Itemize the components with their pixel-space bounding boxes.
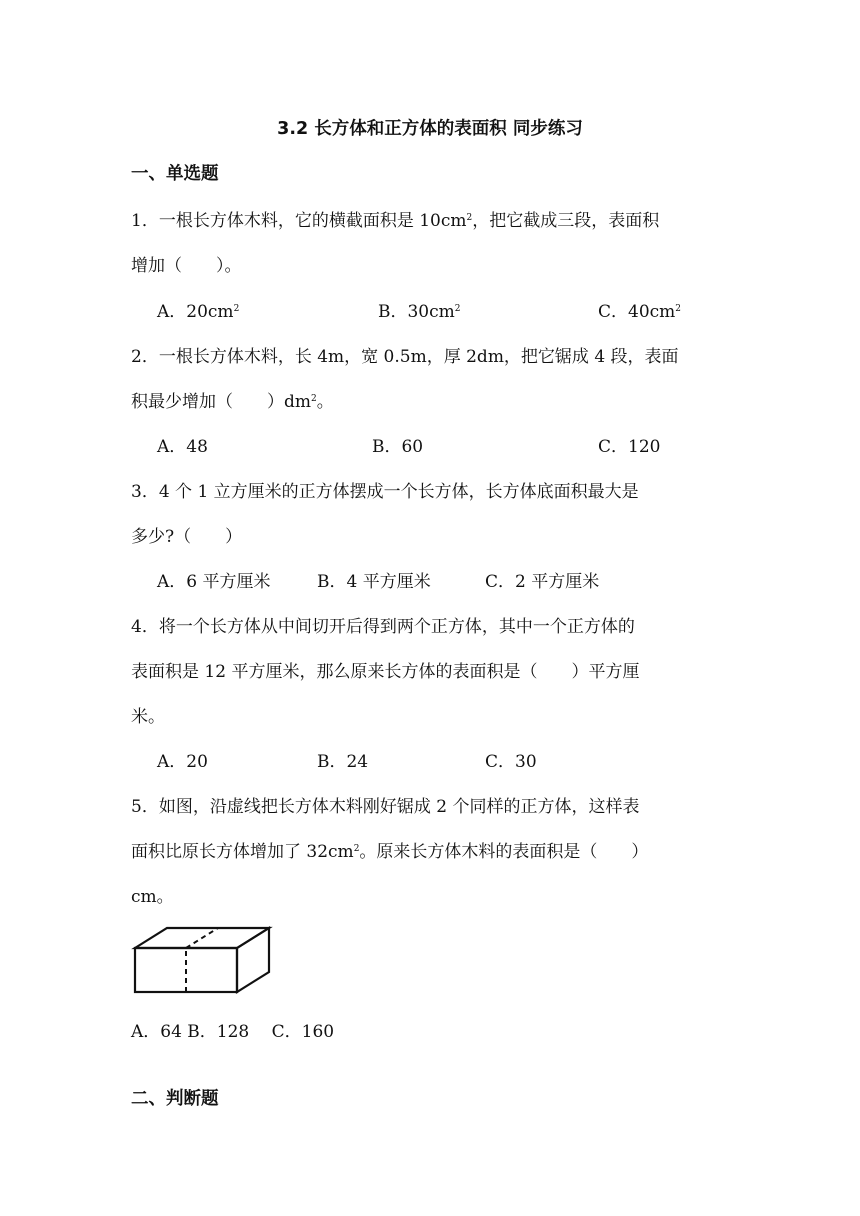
question-5-line-3: cm。 (131, 887, 174, 907)
section-heading-single-choice: 一、单选题 (131, 164, 219, 184)
question-2-option-a[interactable]: A．48 (157, 437, 208, 457)
question-5-line-2: 面积比原长方体增加了 $32cm^2$。原来长方体木料的表面积是（ ） (131, 842, 649, 862)
question-3-option-c[interactable]: C．2 平方厘米 (485, 572, 600, 592)
question-2-line-2: 积最少增加（ ）$dm^2$。 (131, 392, 334, 412)
question-1-option-b[interactable]: B．$30cm^2$ (378, 302, 461, 322)
question-1-option-a[interactable]: A．$20cm^2$ (157, 302, 240, 322)
question-3-option-b[interactable]: B．4 平方厘米 (317, 572, 431, 592)
question-4-line-1: 4．将一个长方体从中间切开后得到两个正方体，其中一个正方体的 (131, 617, 635, 637)
question-1-line-1: 1．一根长方体木料，它的横截面积是 $10cm^2$，把它截成三段，表面积 (131, 211, 660, 231)
question-5-options[interactable]: A．64 B．128 C．160 (131, 1022, 335, 1042)
question-2-option-b[interactable]: B．60 (372, 437, 424, 457)
question-2-line-1: 2．一根长方体木料，长 4m，宽 0.5m，厚 2dm，把它锯成 4 段，表面 (131, 347, 679, 367)
page-title: 3.2 长方体和正方体的表面积 同步练习 (277, 119, 583, 139)
question-3-line-1: 3．4 个 1 立方厘米的正方体摆成一个长方体，长方体底面积最大是 (131, 482, 639, 502)
cuboid-figure (131, 924, 276, 996)
question-4-option-b[interactable]: B．24 (317, 752, 369, 772)
question-3-option-a[interactable]: A．6 平方厘米 (157, 572, 271, 592)
question-1-option-c[interactable]: C．$40cm^2$ (598, 302, 682, 322)
section-heading-true-false: 二、判断题 (131, 1089, 219, 1109)
cuboid-side-face (237, 928, 269, 992)
question-4-option-c[interactable]: C．30 (485, 752, 537, 772)
question-1-line-2: 增加（ ）。 (131, 256, 242, 276)
question-4-line-3: 米。 (131, 707, 165, 727)
question-3-line-2: 多少?（ ） (131, 527, 243, 547)
question-4-option-a[interactable]: A．20 (157, 752, 208, 772)
cut-line-top (186, 928, 218, 948)
question-4-line-2: 表面积是 12 平方厘米，那么原来长方体的表面积是（ ）平方厘 (131, 662, 640, 682)
question-5-line-1: 5．如图，沿虚线把长方体木料刚好锯成 2 个同样的正方体，这样表 (131, 797, 640, 817)
question-2-option-c[interactable]: C．120 (598, 437, 661, 457)
